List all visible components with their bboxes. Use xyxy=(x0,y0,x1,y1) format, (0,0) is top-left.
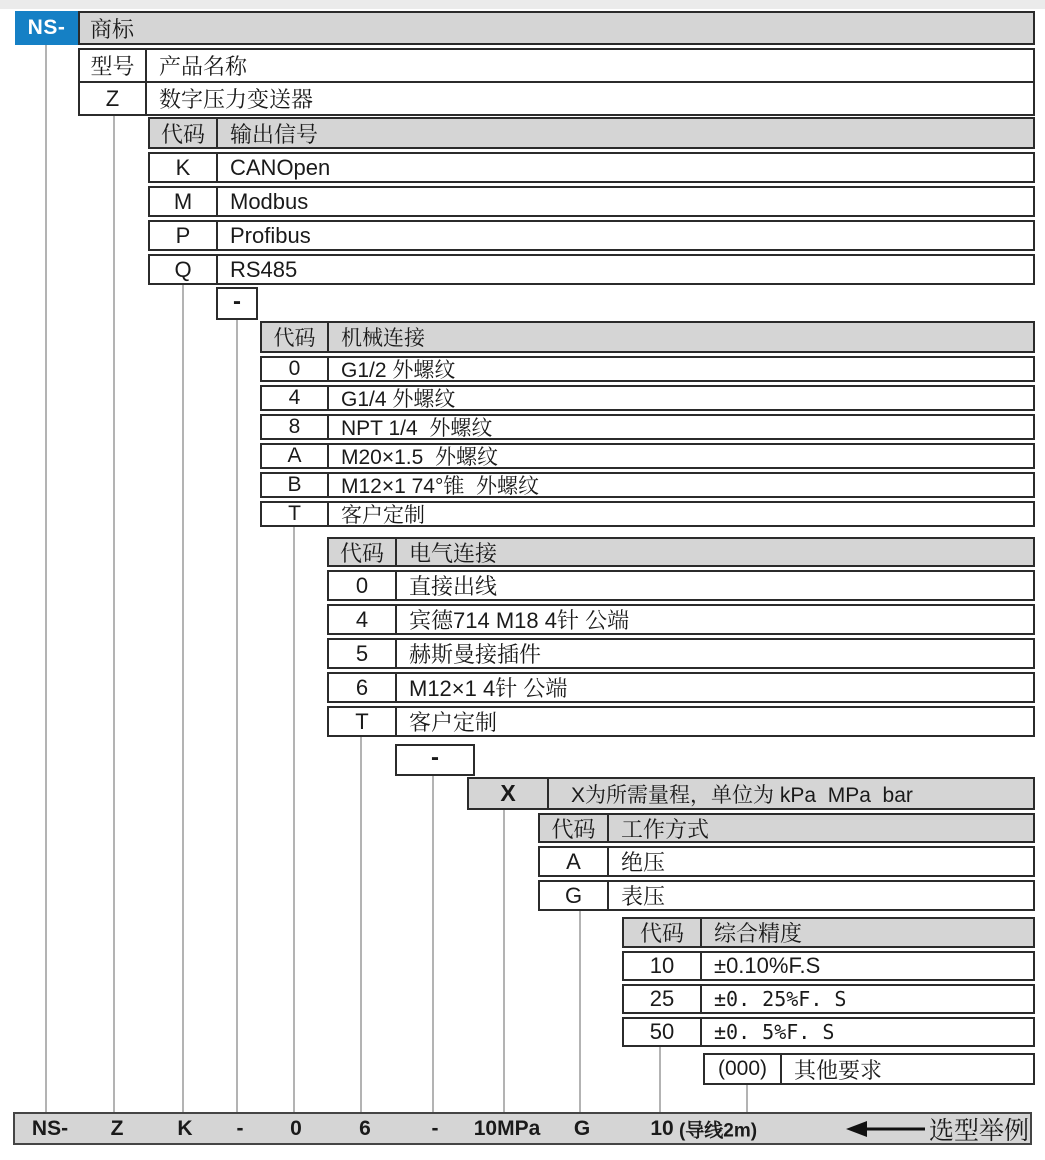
connector-line xyxy=(182,285,184,1112)
table-header-row xyxy=(622,917,1035,948)
example-part: G xyxy=(573,1116,591,1140)
table-row xyxy=(327,604,1035,635)
desc-cell: 客户定制 xyxy=(409,710,498,735)
example-label: 选型举例 xyxy=(929,1116,1030,1145)
desc-cell: M20×1.5 外螺纹 xyxy=(341,446,498,469)
desc-cell: NPT 1/4 外螺纹 xyxy=(341,417,493,440)
code-cell: 6 xyxy=(329,674,397,701)
code-cell: 4 xyxy=(262,387,329,409)
table-row xyxy=(260,356,1035,382)
model-header-cell: 型号 xyxy=(80,50,147,81)
code-cell: M xyxy=(150,188,218,215)
connector-line xyxy=(579,911,581,1112)
code-cell: B xyxy=(262,474,329,496)
table-row xyxy=(622,984,1035,1014)
desc-cell: 其他要求 xyxy=(794,1057,883,1083)
desc-cell: M12×1 4针 公端 xyxy=(409,676,568,701)
connector-line xyxy=(659,1047,661,1112)
product-name-header-cell: 产品名称 xyxy=(159,54,248,79)
table-row xyxy=(327,672,1035,703)
separator-cell-2: - xyxy=(395,744,475,776)
desc-cell: G1/2 外螺纹 xyxy=(341,359,456,382)
left-arrow-icon xyxy=(846,1121,867,1137)
range-desc-cell: X为所需量程，单位为 kPa MPa bar xyxy=(571,783,913,807)
code-cell: K xyxy=(150,154,218,181)
example-part: (导线2m) xyxy=(678,1120,758,1141)
other-requirement-row xyxy=(703,1053,1035,1085)
table-row xyxy=(148,254,1035,285)
desc-cell: ±0.10%F.S xyxy=(714,953,821,978)
table-row xyxy=(622,951,1035,981)
example-part: - xyxy=(236,1116,244,1140)
connector-line xyxy=(503,810,505,1112)
table-row xyxy=(260,443,1035,469)
desc-cell: 表压 xyxy=(621,884,666,909)
range-code-cell: X xyxy=(469,779,549,808)
code-header-cell: 代码 xyxy=(150,119,218,147)
connector-line xyxy=(45,45,47,1112)
example-part: - xyxy=(431,1116,439,1140)
desc-cell: ±0. 5%F. S xyxy=(714,1020,835,1044)
example-part: NS- xyxy=(31,1116,69,1140)
arrow-line xyxy=(865,1127,925,1130)
connector-line xyxy=(293,527,295,1112)
desc-cell: 宾德714 M18 4针 公端 xyxy=(409,608,630,633)
mechanical-connection-table xyxy=(260,321,1035,527)
connector-line xyxy=(432,776,434,1112)
section-title-cell: 电气连接 xyxy=(409,540,498,566)
example-part: 10MPa xyxy=(473,1116,541,1140)
model-table xyxy=(78,45,1035,116)
desc-cell: Modbus xyxy=(230,188,309,214)
connector-line xyxy=(360,737,362,1112)
code-cell: 8 xyxy=(262,416,329,438)
desc-cell: Profibus xyxy=(230,222,311,248)
work-mode-table xyxy=(538,813,1035,911)
example-part: 0 xyxy=(290,1116,302,1140)
example-part: 10 xyxy=(650,1116,674,1140)
separator-cell-1: - xyxy=(216,287,258,320)
code-header-cell: 代码 xyxy=(540,815,609,841)
trademark-cell: 商标 xyxy=(78,11,1035,45)
code-cell: 4 xyxy=(329,606,397,633)
desc-cell: 客户定制 xyxy=(341,504,425,527)
table-row xyxy=(148,220,1035,251)
code-cell: P xyxy=(150,222,218,249)
table-row xyxy=(327,706,1035,737)
accuracy-table xyxy=(622,917,1035,1047)
code-cell: 10 xyxy=(624,953,702,979)
desc-cell: 绝压 xyxy=(621,850,666,875)
model-code-cell: Z xyxy=(80,83,147,114)
table-row xyxy=(148,186,1035,217)
table-row xyxy=(538,846,1035,877)
desc-cell: M12×1 74°锥 外螺纹 xyxy=(341,475,540,498)
example-part: Z xyxy=(110,1116,124,1140)
code-cell: 5 xyxy=(329,640,397,667)
section-title-cell: 工作方式 xyxy=(621,816,710,842)
table-header-row xyxy=(260,321,1035,353)
code-header-cell: 代码 xyxy=(624,919,702,946)
connector-line xyxy=(236,320,238,1112)
table-row xyxy=(538,880,1035,911)
desc-cell: 赫斯曼接插件 xyxy=(409,642,542,667)
electrical-connection-table xyxy=(327,537,1035,737)
table-row xyxy=(78,48,1035,83)
desc-cell: 直接出线 xyxy=(409,574,498,599)
example-bar xyxy=(13,1112,1032,1145)
table-row xyxy=(260,501,1035,527)
code-cell: Q xyxy=(150,256,218,283)
section-title-cell: 输出信号 xyxy=(230,121,319,147)
code-cell: T xyxy=(329,708,397,735)
connector-line xyxy=(113,111,115,1112)
table-header-row xyxy=(538,813,1035,843)
code-header-cell: 代码 xyxy=(329,539,397,565)
code-cell: A xyxy=(262,445,329,467)
code-cell: T xyxy=(262,503,329,525)
code-cell: A xyxy=(540,848,609,875)
code-cell: 0 xyxy=(262,358,329,380)
table-row xyxy=(260,472,1035,498)
code-cell: G xyxy=(540,882,609,909)
section-title-cell: 综合精度 xyxy=(714,921,803,946)
brand-prefix-box: NS- xyxy=(15,11,78,45)
table-row xyxy=(327,638,1035,669)
range-row xyxy=(467,777,1035,810)
code-header-cell: 代码 xyxy=(262,323,329,351)
table-row xyxy=(622,1017,1035,1047)
table-header-row xyxy=(327,537,1035,567)
table-header-row xyxy=(148,117,1035,149)
code-cell: 0 xyxy=(329,572,397,599)
page-top-edge xyxy=(0,0,1045,9)
table-row xyxy=(260,385,1035,411)
table-row xyxy=(148,152,1035,183)
desc-cell: RS485 xyxy=(230,256,298,282)
desc-cell: ±0. 25%F. S xyxy=(714,987,847,1011)
table-row xyxy=(327,570,1035,601)
connector-line xyxy=(746,1085,748,1112)
code-cell: (000) xyxy=(705,1055,782,1083)
desc-cell: G1/4 外螺纹 xyxy=(341,388,456,411)
example-part: 6 xyxy=(359,1116,371,1140)
example-part: K xyxy=(177,1116,193,1140)
product-name-cell: 数字压力变送器 xyxy=(159,87,314,112)
output-signal-table xyxy=(148,117,1035,285)
table-row xyxy=(260,414,1035,440)
code-cell: 50 xyxy=(624,1019,702,1045)
section-title-cell: 机械连接 xyxy=(341,327,425,350)
desc-cell: CANOpen xyxy=(230,154,331,180)
code-cell: 25 xyxy=(624,986,702,1012)
table-row xyxy=(78,81,1035,116)
